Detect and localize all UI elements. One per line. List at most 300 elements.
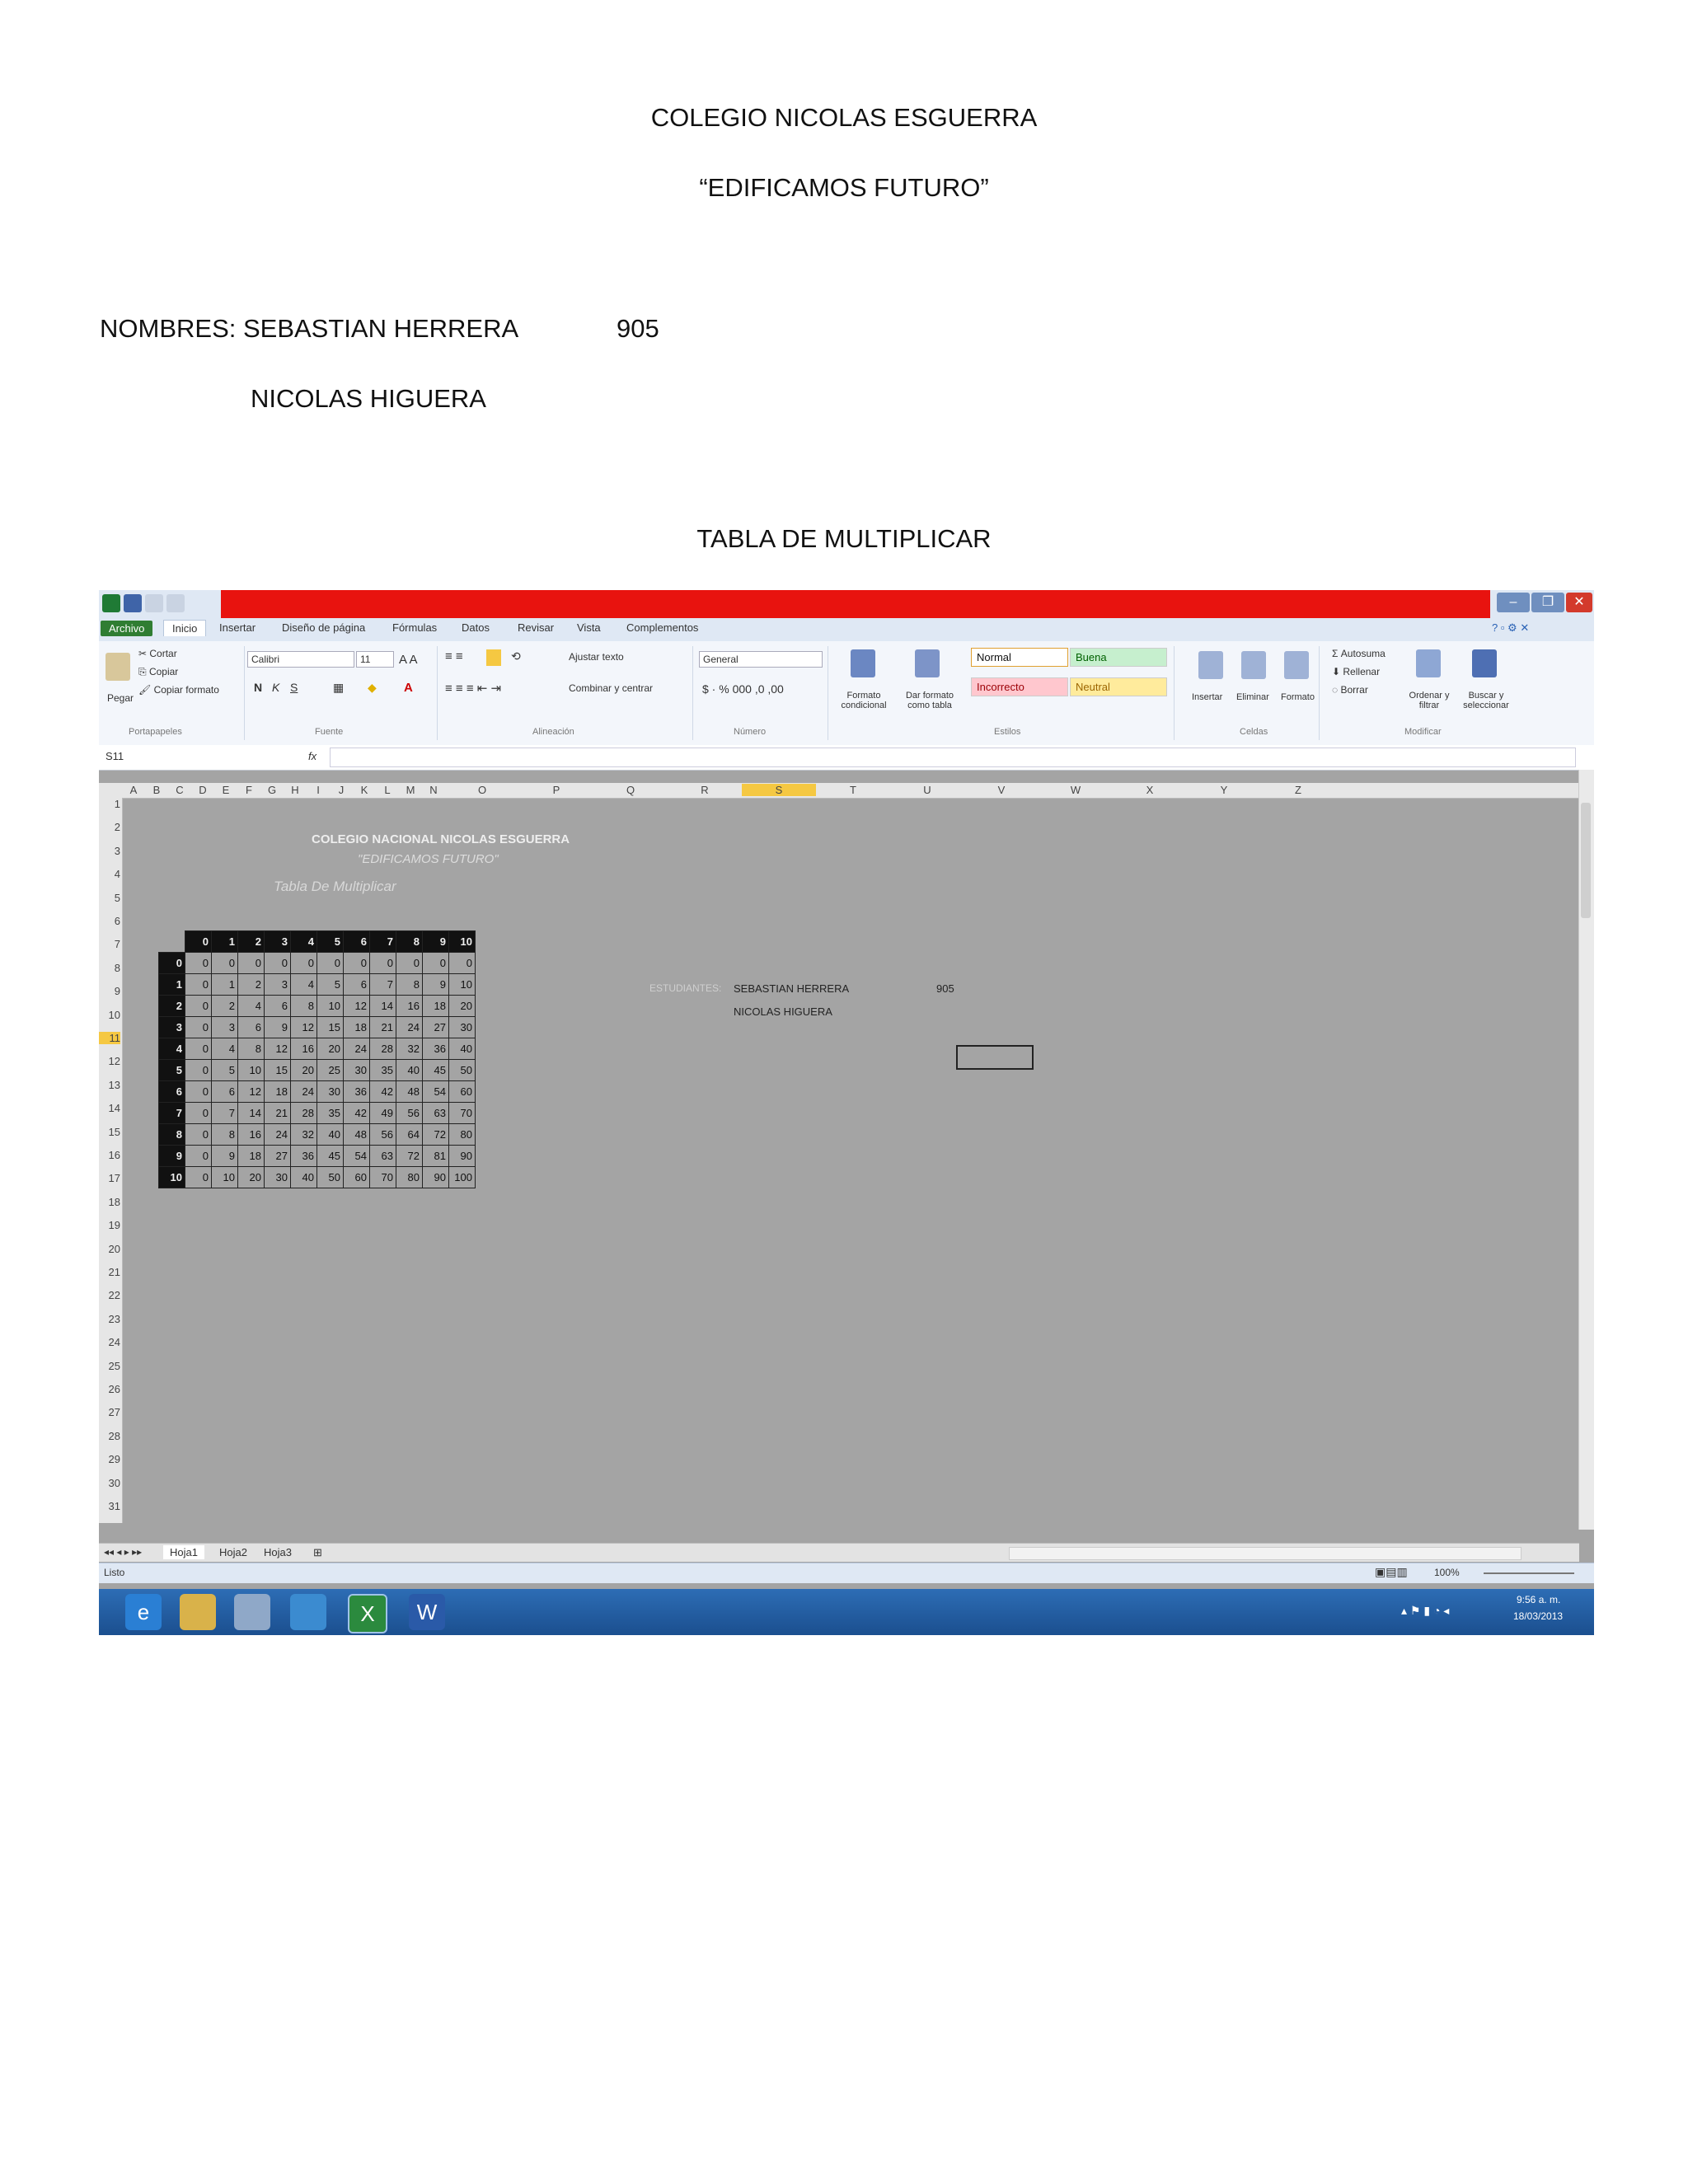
product-cell[interactable]: 42: [370, 1081, 396, 1103]
row-multiplier-cell[interactable]: 9: [159, 1146, 185, 1167]
column-header[interactable]: F: [246, 784, 252, 796]
product-cell[interactable]: 18: [344, 1017, 370, 1038]
row-header[interactable]: 3: [114, 844, 120, 857]
row-header[interactable]: 26: [108, 1383, 120, 1395]
status-bar: [99, 1563, 1594, 1583]
table-header-cell[interactable]: 5: [317, 931, 344, 953]
product-cell[interactable]: 60: [344, 1167, 370, 1188]
column-header[interactable]: P: [552, 784, 560, 796]
table-row: [159, 1017, 476, 1038]
column-header[interactable]: M: [406, 784, 415, 796]
product-cell[interactable]: 14: [238, 1103, 265, 1124]
product-cell[interactable]: 0: [265, 953, 291, 974]
product-cell[interactable]: 0: [185, 1103, 212, 1124]
delete-cells-button[interactable]: Eliminar: [1236, 692, 1269, 702]
product-cell[interactable]: 16: [396, 996, 423, 1017]
new-sheet-icon[interactable]: ⊞: [313, 1546, 322, 1558]
format-cells-icon[interactable]: [1284, 651, 1309, 679]
product-cell[interactable]: 90: [449, 1146, 476, 1167]
product-cell[interactable]: 16: [238, 1124, 265, 1146]
column-header[interactable]: A: [129, 784, 138, 796]
row-header[interactable]: 2: [114, 821, 120, 834]
clear-button[interactable]: [1332, 684, 1368, 696]
word-taskbar-icon[interactable]: W: [409, 1594, 445, 1630]
product-cell[interactable]: 6: [238, 1017, 265, 1038]
sheet-title-school: COLEGIO NACIONAL NICOLAS ESGUERRA: [312, 832, 570, 846]
font-name-select[interactable]: Calibri: [247, 651, 354, 668]
column-header[interactable]: S: [742, 784, 816, 796]
product-cell[interactable]: 10: [449, 974, 476, 996]
product-cell[interactable]: 0: [185, 974, 212, 996]
product-cell[interactable]: 36: [344, 1081, 370, 1103]
font-color-icon[interactable]: A: [404, 681, 413, 695]
orientation-icon[interactable]: ⟲: [511, 649, 521, 663]
product-cell[interactable]: 15: [317, 1017, 344, 1038]
product-cell[interactable]: 5: [212, 1060, 238, 1081]
column-header[interactable]: T: [850, 784, 856, 796]
product-cell[interactable]: 0: [396, 953, 423, 974]
product-cell[interactable]: 30: [265, 1167, 291, 1188]
product-cell[interactable]: 24: [265, 1124, 291, 1146]
column-header[interactable]: Q: [626, 784, 635, 796]
device-icon[interactable]: [234, 1594, 270, 1630]
tab-hoja3[interactable]: Hoja3: [264, 1546, 292, 1558]
product-cell[interactable]: 21: [265, 1103, 291, 1124]
autosum-label: Autosuma: [1340, 648, 1386, 659]
product-cell[interactable]: 4: [238, 996, 265, 1017]
column-header[interactable]: I: [316, 784, 320, 796]
product-cell[interactable]: 20: [291, 1060, 317, 1081]
cut-button[interactable]: [138, 648, 177, 659]
tab-archivo[interactable]: Archivo: [101, 621, 152, 636]
align-text-icons[interactable]: ≡ ≡ ≡ ⇤ ⇥: [445, 682, 502, 696]
product-cell[interactable]: 28: [291, 1103, 317, 1124]
product-cell[interactable]: 0: [185, 996, 212, 1017]
product-cell[interactable]: 24: [344, 1038, 370, 1060]
product-cell[interactable]: 30: [317, 1081, 344, 1103]
product-cell[interactable]: 9: [265, 1017, 291, 1038]
product-cell[interactable]: 32: [291, 1124, 317, 1146]
product-cell[interactable]: 6: [265, 996, 291, 1017]
table-header-cell[interactable]: 0: [185, 931, 212, 953]
product-cell[interactable]: 0: [185, 1038, 212, 1060]
media-icon[interactable]: [290, 1594, 326, 1630]
format-painter-button[interactable]: [138, 684, 219, 696]
folder-icon[interactable]: [180, 1594, 216, 1630]
fill-button[interactable]: [1332, 666, 1380, 677]
product-cell[interactable]: 100: [449, 1167, 476, 1188]
row-multiplier-cell[interactable]: 6: [159, 1081, 185, 1103]
help-icon[interactable]: ? ▫ ⚙ ✕: [1492, 621, 1530, 634]
tab-formulas[interactable]: Fórmulas: [392, 621, 438, 634]
clear-label: Borrar: [1340, 684, 1368, 696]
row-header[interactable]: 7: [114, 938, 120, 951]
insert-cells-icon[interactable]: [1198, 651, 1223, 679]
product-cell[interactable]: 42: [344, 1103, 370, 1124]
product-cell[interactable]: 40: [291, 1167, 317, 1188]
product-cell[interactable]: 36: [291, 1146, 317, 1167]
product-cell[interactable]: 27: [265, 1146, 291, 1167]
row-multiplier-cell[interactable]: 5: [159, 1060, 185, 1081]
table-row: [159, 974, 476, 996]
column-header[interactable]: L: [384, 784, 391, 796]
product-cell[interactable]: 70: [449, 1103, 476, 1124]
tab-inicio[interactable]: Inicio: [163, 620, 206, 636]
product-cell[interactable]: 3: [265, 974, 291, 996]
borders-icon[interactable]: ▦: [333, 681, 345, 694]
scissors-icon: ✂: [138, 648, 150, 659]
table-header-cell[interactable]: 4: [291, 931, 317, 953]
product-cell[interactable]: 8: [212, 1124, 238, 1146]
product-cell[interactable]: 64: [396, 1124, 423, 1146]
close-icon[interactable]: ✕: [1566, 593, 1592, 612]
product-cell[interactable]: 0: [238, 953, 265, 974]
product-cell[interactable]: 63: [370, 1146, 396, 1167]
product-cell[interactable]: 8: [291, 996, 317, 1017]
product-cell[interactable]: 56: [396, 1103, 423, 1124]
product-cell[interactable]: 63: [423, 1103, 449, 1124]
product-cell[interactable]: 18: [265, 1081, 291, 1103]
product-cell[interactable]: 8: [238, 1038, 265, 1060]
align-top-icons[interactable]: ≡ ≡: [445, 649, 463, 663]
row-header[interactable]: 23: [108, 1312, 120, 1325]
product-cell[interactable]: 70: [370, 1167, 396, 1188]
tab-insertar[interactable]: Insertar: [219, 621, 256, 634]
column-header[interactable]: Y: [1220, 784, 1228, 796]
find-select-icon[interactable]: [1472, 649, 1497, 677]
view-icons[interactable]: ▣▤▥: [1375, 1565, 1408, 1578]
table-header-cell[interactable]: 7: [370, 931, 396, 953]
number-format-icons[interactable]: $ · % 000 ,0 ,00: [702, 682, 784, 696]
product-cell[interactable]: 1: [212, 974, 238, 996]
product-cell[interactable]: 49: [370, 1103, 396, 1124]
column-header[interactable]: N: [429, 784, 438, 796]
product-cell[interactable]: 72: [396, 1146, 423, 1167]
row-header[interactable]: 12: [108, 1055, 120, 1068]
minimize-icon[interactable]: –: [1497, 593, 1530, 612]
row-header[interactable]: 29: [108, 1453, 120, 1466]
row-header[interactable]: 18: [108, 1195, 120, 1208]
row-header[interactable]: 20: [108, 1242, 120, 1255]
row-header[interactable]: 11: [99, 1032, 120, 1044]
column-header[interactable]: Z: [1295, 784, 1301, 796]
vertical-scrollbar[interactable]: [1578, 770, 1594, 1530]
ie-icon[interactable]: e: [125, 1594, 162, 1630]
format-as-table-button[interactable]: Dar formato como tabla: [905, 691, 954, 710]
product-cell[interactable]: 40: [396, 1060, 423, 1081]
sigma-icon: Σ: [1332, 648, 1341, 659]
table-header-cell[interactable]: 10: [449, 931, 476, 953]
product-cell[interactable]: 0: [344, 953, 370, 974]
group-alignment: Alineación: [532, 727, 574, 737]
product-cell[interactable]: 0: [185, 1124, 212, 1146]
zoom-level[interactable]: 100%: [1434, 1567, 1460, 1578]
row-header[interactable]: 16: [108, 1149, 120, 1161]
column-header[interactable]: E: [222, 784, 230, 796]
row-header[interactable]: 31: [108, 1500, 120, 1512]
product-cell[interactable]: 80: [396, 1167, 423, 1188]
sort-filter-icon[interactable]: [1416, 649, 1441, 677]
product-cell[interactable]: 56: [370, 1124, 396, 1146]
style-neutral[interactable]: Neutral: [1070, 677, 1167, 696]
column-header[interactable]: G: [267, 784, 277, 796]
row-header[interactable]: 25: [108, 1359, 120, 1372]
product-cell[interactable]: 15: [265, 1060, 291, 1081]
save-icon[interactable]: [124, 594, 142, 612]
column-header[interactable]: R: [701, 784, 709, 796]
product-cell[interactable]: 27: [423, 1017, 449, 1038]
tab-revisar[interactable]: Revisar: [518, 621, 555, 634]
scroll-thumb[interactable]: [1581, 803, 1591, 918]
row-header[interactable]: 17: [108, 1172, 120, 1185]
product-cell[interactable]: 54: [423, 1081, 449, 1103]
horizontal-scrollbar[interactable]: [1009, 1547, 1522, 1560]
row-header[interactable]: 1: [114, 798, 120, 810]
product-cell[interactable]: 12: [238, 1081, 265, 1103]
product-cell[interactable]: 0: [185, 1146, 212, 1167]
formula-input[interactable]: [330, 748, 1576, 767]
row-header[interactable]: 10: [108, 1008, 120, 1021]
sheet-nav-arrows[interactable]: ◂◂ ◂ ▸ ▸▸: [104, 1546, 143, 1558]
product-cell[interactable]: 24: [291, 1081, 317, 1103]
product-cell[interactable]: 35: [370, 1060, 396, 1081]
product-cell[interactable]: 90: [423, 1167, 449, 1188]
bold-button[interactable]: N: [254, 681, 263, 694]
table-header-cell[interactable]: 6: [344, 931, 370, 953]
row-header[interactable]: 19: [108, 1219, 120, 1232]
product-cell[interactable]: 20: [317, 1038, 344, 1060]
paste-icon[interactable]: [106, 653, 130, 681]
product-cell[interactable]: 14: [370, 996, 396, 1017]
selected-cell-S11[interactable]: [956, 1045, 1034, 1070]
merge-center-button[interactable]: Combinar y centrar: [569, 682, 654, 694]
product-cell[interactable]: 45: [423, 1060, 449, 1081]
grow-font-icon[interactable]: A A: [399, 653, 418, 667]
product-cell[interactable]: 25: [317, 1060, 344, 1081]
number-format-select[interactable]: General: [699, 651, 823, 668]
product-cell[interactable]: 0: [423, 953, 449, 974]
row-multiplier-cell[interactable]: 2: [159, 996, 185, 1017]
product-cell[interactable]: 0: [185, 953, 212, 974]
column-header[interactable]: K: [360, 784, 368, 796]
column-header[interactable]: B: [152, 784, 161, 796]
product-cell[interactable]: 0: [317, 953, 344, 974]
style-bad[interactable]: Incorrecto: [971, 677, 1068, 696]
group-number: Número: [734, 727, 767, 737]
column-header[interactable]: D: [199, 784, 207, 796]
tab-diseno[interactable]: Diseño de página: [282, 621, 366, 634]
row-header[interactable]: 9: [114, 985, 120, 998]
product-cell[interactable]: 35: [317, 1103, 344, 1124]
product-cell[interactable]: 81: [423, 1146, 449, 1167]
redo-icon[interactable]: [166, 594, 185, 612]
paste-button[interactable]: Pegar: [107, 692, 134, 704]
product-cell[interactable]: 60: [449, 1081, 476, 1103]
product-cell[interactable]: 8: [396, 974, 423, 996]
product-cell[interactable]: 30: [449, 1017, 476, 1038]
row-header[interactable]: 22: [108, 1289, 120, 1302]
product-cell[interactable]: 10: [212, 1167, 238, 1188]
product-cell[interactable]: 72: [423, 1124, 449, 1146]
table-header-cell[interactable]: 1: [212, 931, 238, 953]
product-cell[interactable]: 3: [212, 1017, 238, 1038]
column-header[interactable]: C: [176, 784, 184, 796]
row-header[interactable]: 8: [114, 961, 120, 974]
column-header[interactable]: W: [1070, 784, 1081, 796]
product-cell[interactable]: 36: [423, 1038, 449, 1060]
product-cell[interactable]: 12: [344, 996, 370, 1017]
style-normal[interactable]: Normal: [971, 648, 1068, 667]
product-cell[interactable]: 10: [317, 996, 344, 1017]
row-header[interactable]: 4: [114, 868, 120, 881]
insert-cells-button[interactable]: Insertar: [1192, 692, 1223, 702]
row-multiplier-cell[interactable]: 10: [159, 1167, 185, 1188]
product-cell[interactable]: 40: [449, 1038, 476, 1060]
row-header[interactable]: 27: [108, 1406, 120, 1419]
row-header[interactable]: 5: [114, 891, 120, 904]
product-cell[interactable]: 40: [317, 1124, 344, 1146]
align-middle-icon[interactable]: [486, 649, 501, 666]
column-header[interactable]: V: [997, 784, 1006, 796]
product-cell[interactable]: 28: [370, 1038, 396, 1060]
tab-hoja1[interactable]: Hoja1: [163, 1545, 204, 1559]
product-cell[interactable]: 50: [449, 1060, 476, 1081]
autosum-button[interactable]: [1332, 648, 1386, 659]
product-cell[interactable]: 12: [291, 1017, 317, 1038]
tray-icons[interactable]: ▴ ⚑ ▮ ◔ ◂: [1401, 1604, 1450, 1617]
format-table-icon[interactable]: [915, 649, 940, 677]
column-header[interactable]: O: [477, 784, 487, 796]
product-cell[interactable]: 4: [291, 974, 317, 996]
tab-datos[interactable]: Datos: [462, 621, 490, 634]
product-cell[interactable]: 0: [212, 953, 238, 974]
product-cell[interactable]: 10: [238, 1060, 265, 1081]
product-cell[interactable]: 48: [344, 1124, 370, 1146]
product-cell[interactable]: 9: [423, 974, 449, 996]
underline-button[interactable]: S: [290, 681, 298, 694]
product-cell[interactable]: 30: [344, 1060, 370, 1081]
product-cell[interactable]: 24: [396, 1017, 423, 1038]
row-header[interactable]: 30: [108, 1476, 120, 1489]
tab-hoja2[interactable]: Hoja2: [219, 1546, 247, 1558]
product-cell[interactable]: 32: [396, 1038, 423, 1060]
product-cell[interactable]: 0: [370, 953, 396, 974]
product-cell[interactable]: 0: [291, 953, 317, 974]
row-header[interactable]: 28: [108, 1429, 120, 1442]
product-cell[interactable]: 0: [185, 1081, 212, 1103]
format-cells-button[interactable]: Formato: [1281, 692, 1315, 702]
product-cell[interactable]: 6: [212, 1081, 238, 1103]
delete-cells-icon[interactable]: [1241, 651, 1266, 679]
row-header[interactable]: 14: [108, 1102, 120, 1115]
student-1: SEBASTIAN HERRERA: [734, 982, 850, 995]
fill-down-icon: ⬇: [1332, 666, 1343, 677]
product-cell[interactable]: 0: [449, 953, 476, 974]
product-cell[interactable]: 18: [423, 996, 449, 1017]
tab-complementos[interactable]: Complementos: [626, 621, 699, 634]
product-cell[interactable]: 16: [291, 1038, 317, 1060]
row-header[interactable]: 15: [108, 1125, 120, 1138]
find-select-button[interactable]: Buscar y seleccionar: [1463, 691, 1509, 710]
tab-vista[interactable]: Vista: [577, 621, 601, 634]
sort-filter-button[interactable]: Ordenar y filtrar: [1409, 691, 1450, 710]
undo-icon[interactable]: [145, 594, 163, 612]
status-text: Listo: [104, 1567, 125, 1578]
product-cell[interactable]: 54: [344, 1146, 370, 1167]
copy-button[interactable]: [138, 666, 178, 678]
product-cell[interactable]: 4: [212, 1038, 238, 1060]
fx-icon[interactable]: fx: [308, 750, 317, 762]
row-multiplier-cell[interactable]: 7: [159, 1103, 185, 1124]
row-multiplier-cell[interactable]: 4: [159, 1038, 185, 1060]
table-row: [159, 953, 476, 974]
style-good[interactable]: Buena: [1070, 648, 1167, 667]
excel-logo-icon: [102, 594, 120, 612]
italic-button[interactable]: K: [272, 681, 280, 694]
column-header[interactable]: X: [1146, 784, 1154, 796]
column-header[interactable]: H: [291, 784, 299, 796]
product-cell[interactable]: 2: [238, 974, 265, 996]
conditional-format-icon[interactable]: [851, 649, 875, 677]
row-multiplier-cell[interactable]: 3: [159, 1017, 185, 1038]
fill-color-icon[interactable]: ◆: [368, 681, 377, 694]
row-header[interactable]: 13: [108, 1078, 120, 1091]
product-cell[interactable]: 0: [185, 1017, 212, 1038]
zoom-slider[interactable]: [1484, 1572, 1574, 1574]
product-cell[interactable]: 6: [344, 974, 370, 996]
product-cell[interactable]: 45: [317, 1146, 344, 1167]
product-cell[interactable]: 5: [317, 974, 344, 996]
name-box[interactable]: S11: [102, 748, 241, 764]
conditional-format-button[interactable]: Formato condicional: [841, 691, 887, 710]
row-multiplier-cell[interactable]: 0: [159, 953, 185, 974]
product-cell[interactable]: 20: [238, 1167, 265, 1188]
product-cell[interactable]: 80: [449, 1124, 476, 1146]
windows-taskbar: [99, 1589, 1594, 1635]
row-multiplier-cell[interactable]: 1: [159, 974, 185, 996]
column-header[interactable]: U: [923, 784, 931, 796]
font-size-select[interactable]: 11: [356, 651, 394, 668]
column-header[interactable]: J: [338, 784, 345, 796]
section-title: TABLA DE MULTIPLICAR: [696, 524, 992, 553]
row-header[interactable]: 21: [108, 1266, 120, 1278]
product-cell[interactable]: 50: [317, 1167, 344, 1188]
product-cell[interactable]: 20: [449, 996, 476, 1017]
product-cell[interactable]: 7: [212, 1103, 238, 1124]
product-cell[interactable]: 0: [185, 1060, 212, 1081]
product-cell[interactable]: 7: [370, 974, 396, 996]
excel-taskbar-icon[interactable]: X: [348, 1594, 387, 1633]
product-cell[interactable]: 12: [265, 1038, 291, 1060]
product-cell[interactable]: 21: [370, 1017, 396, 1038]
table-header-cell[interactable]: 8: [396, 931, 423, 953]
copy-icon: ⎘: [138, 666, 149, 677]
table-corner: [159, 931, 185, 953]
row-header[interactable]: 6: [114, 915, 120, 927]
product-cell[interactable]: 18: [238, 1146, 265, 1167]
table-header-cell[interactable]: 3: [265, 931, 291, 953]
product-cell[interactable]: 9: [212, 1146, 238, 1167]
product-cell[interactable]: 48: [396, 1081, 423, 1103]
row-multiplier-cell[interactable]: 8: [159, 1124, 185, 1146]
maximize-icon[interactable]: ❐: [1531, 593, 1564, 612]
wrap-text-button[interactable]: Ajustar texto: [569, 651, 624, 663]
product-cell[interactable]: 2: [212, 996, 238, 1017]
product-cell[interactable]: 0: [185, 1167, 212, 1188]
table-header-cell[interactable]: 9: [423, 931, 449, 953]
table-header-cell[interactable]: 2: [238, 931, 265, 953]
row-header[interactable]: 24: [108, 1336, 120, 1349]
